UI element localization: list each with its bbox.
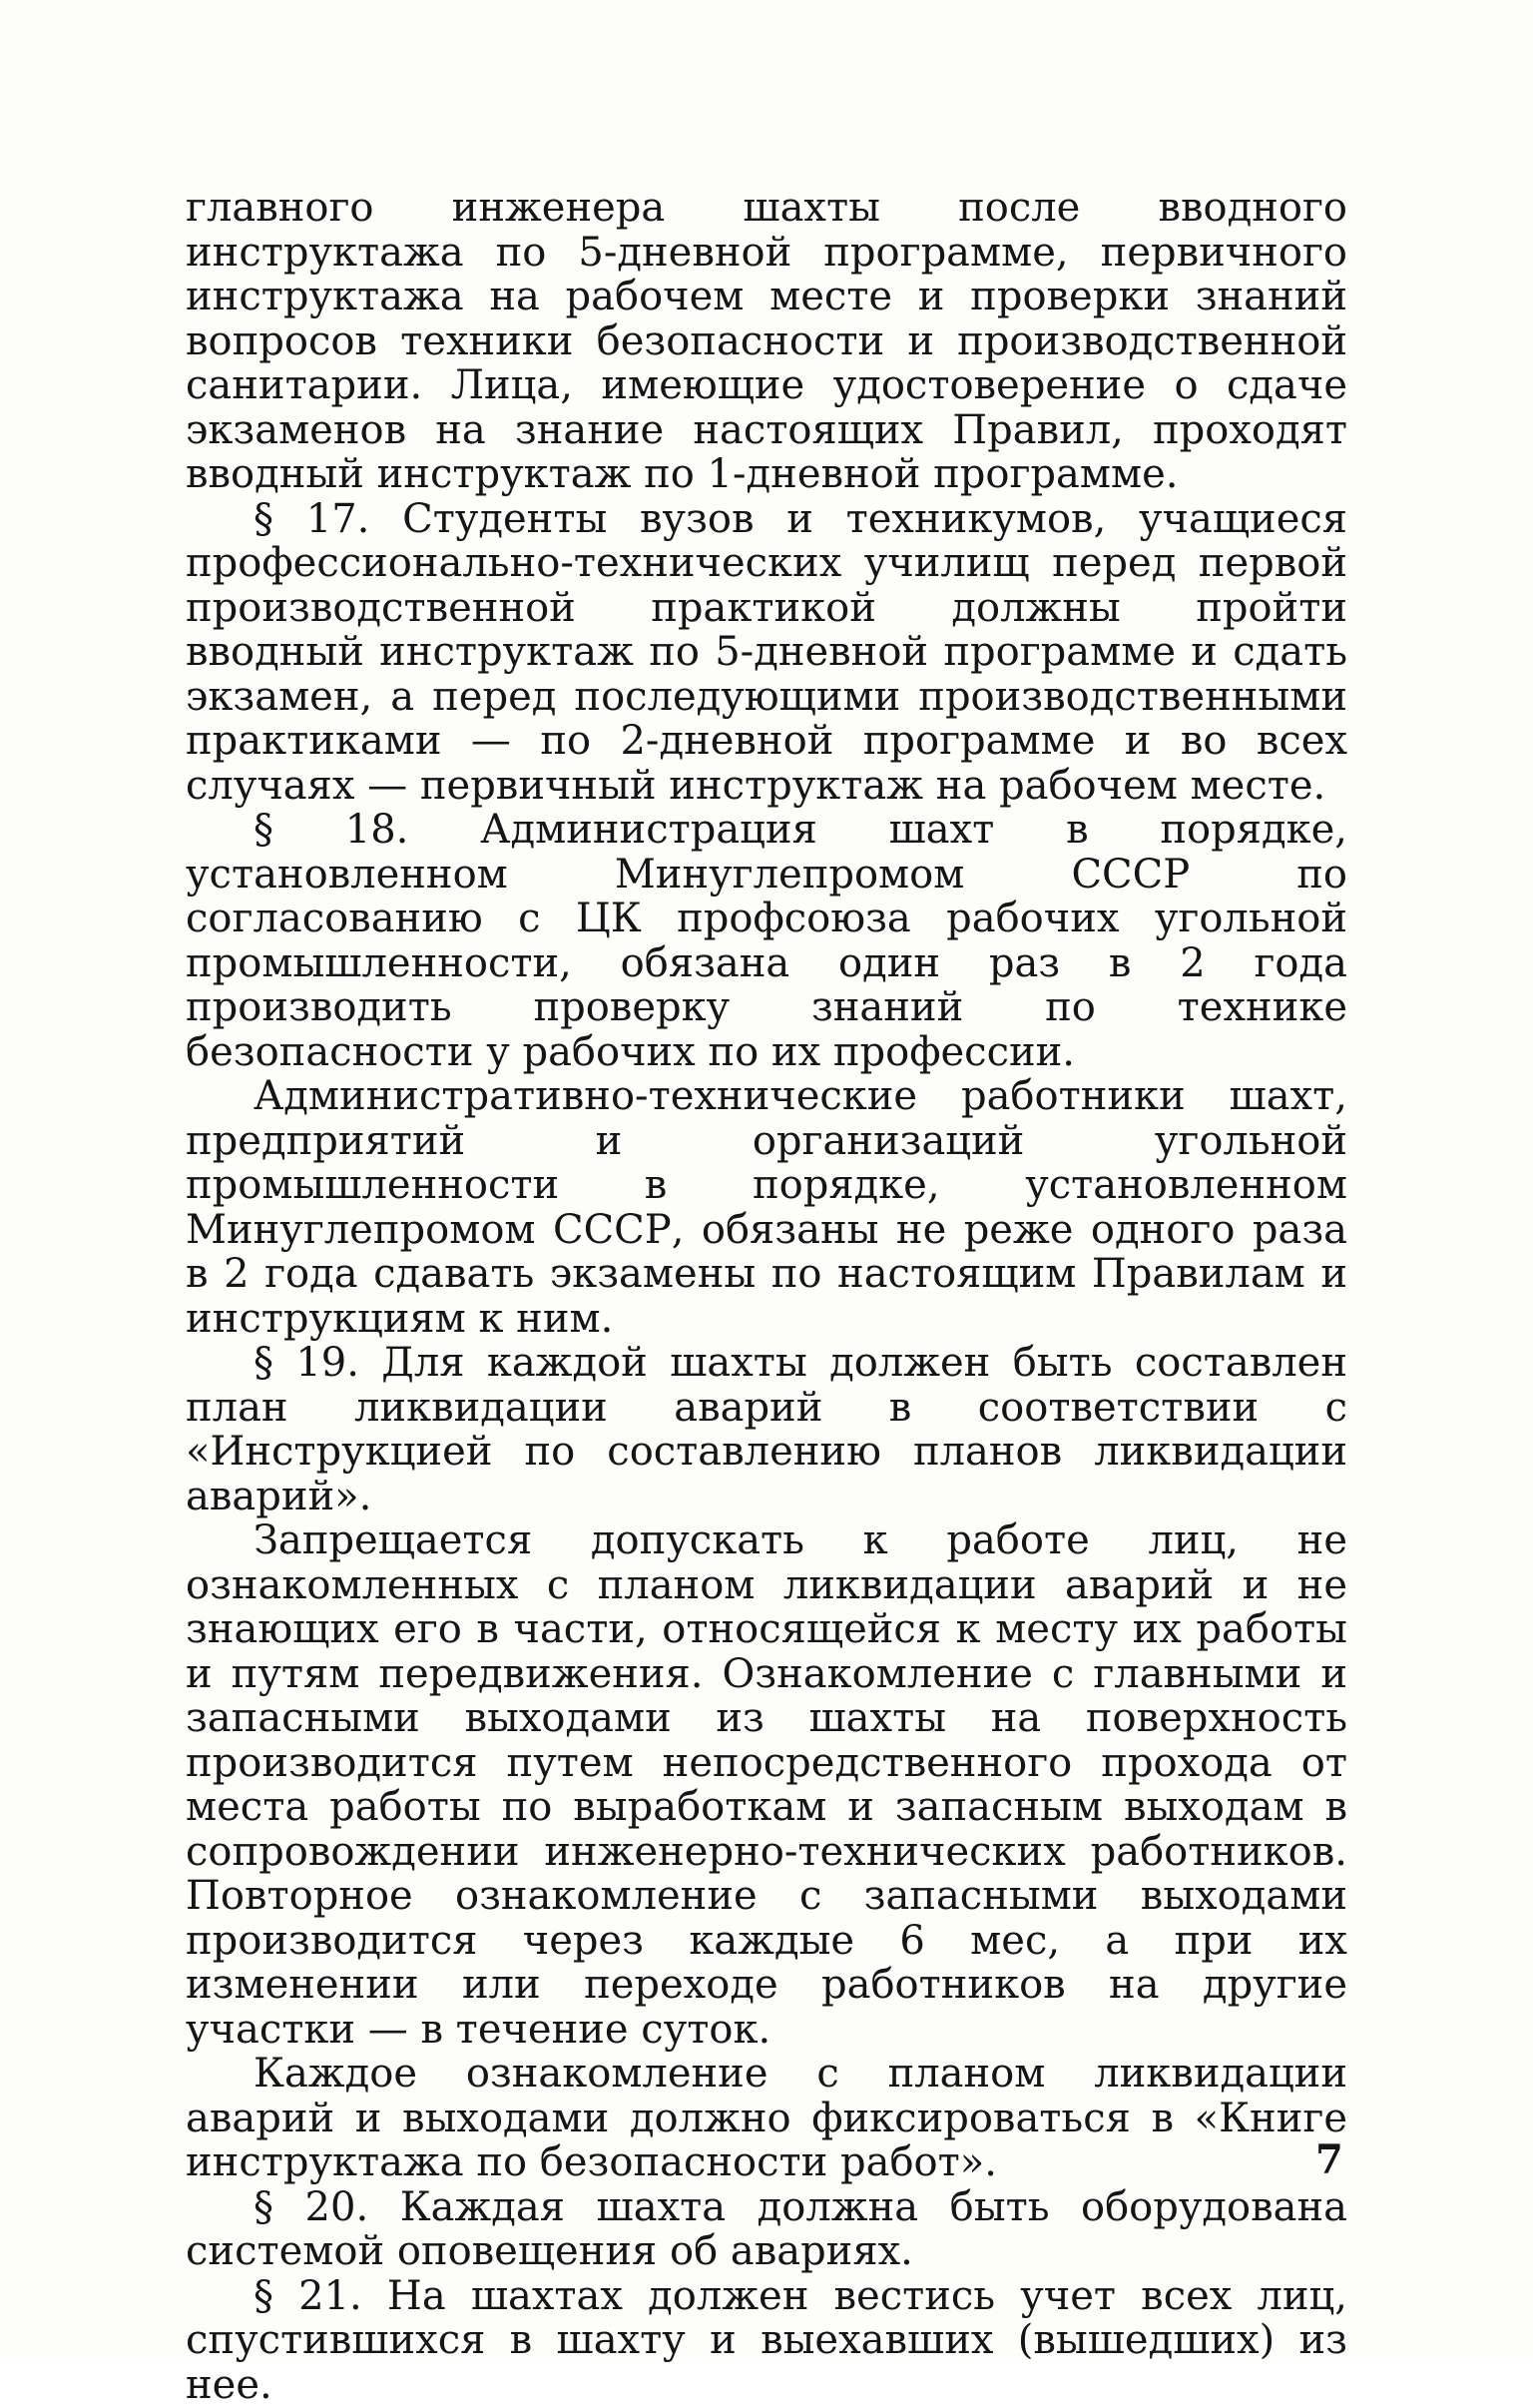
- paragraph-section-19: § 19. Для каждой шахты должен быть составлен план ликвидации аварий в соответствии с «Инструкцией по составлению планов ликвидации аварий».: [186, 1340, 1347, 1519]
- page-number: 7: [1315, 2136, 1343, 2183]
- paragraph-section-17: § 17. Студенты вузов и техникумов, учащиеся профессионально-технических училищ перед первой производственной практикой должны пройти вводный инструктаж по 5-дневной программе и сдать экзамен, а перед последующими производственными практиками — по 2-дневной программе и во всех случаях — первичный инструктаж на рабочем месте.: [186, 495, 1347, 809]
- paragraph-section-21: § 21. На шахтах должен вестись учет всех лиц, спустившихся в шахту и выехавших (вышедших) из нее.: [186, 2272, 1347, 2408]
- paragraph-section-18: § 18. Администрация шахт в порядке, установленном Минуглепромом СССР по согласованию с ЦК профсоюза рабочих угольной промышленности, обязана один раз в 2 года производить проверку знаний по технике безопасности у рабочих по их профессии.: [186, 807, 1347, 1075]
- paragraph-admin-staff: Административно-технические работники шахт, предприятий и организаций угольной промышленности в порядке, установленном Минуглепромом СССР, обязаны не реже одного раза в 2 года сдавать экзамены по настоящим Правилам и инструкциям к ним.: [186, 1073, 1347, 1342]
- paragraph-familiarization: Каждое ознакомление с планом ликвидации аварий и выходами должно фиксироваться в «Книге инструктажа по безопасности работ».: [186, 2051, 1347, 2185]
- paragraph-section-20: § 20. Каждая шахта должна быть оборудована системой оповещения об авариях.: [186, 2183, 1347, 2274]
- paragraph-continuation: главного инженера шахты после вводного инструктажа по 5-дневной программе, первичного инструктажа на рабочем месте и проверки знаний вопросов техники безопасности и производственной санитарии. Лица, имеющие удостоверение о сдаче экзаменов на знание настоящих Правил, проходят вводный инструктаж по 1-дневной программе.: [186, 185, 1347, 497]
- paragraph-prohibition: Запрещается допускать к работе лиц, не ознакомленных с планом ликвидации аварий и не знающих его в части, относящейся к месту их работы и путям передвижения. Ознакомление с главными и запасными выходами из шахты на поверхность производится путем непосредственного прохода от места работы по выработкам и запасным выходам в сопровождении инженерно-технических работников. Повторное ознакомление с запасными выходами производится через каждые 6 мес, а при их изменении или переходе работников на другие участки — в течение суток.: [186, 1517, 1347, 2053]
- body-text: [186, 186, 1347, 2407]
